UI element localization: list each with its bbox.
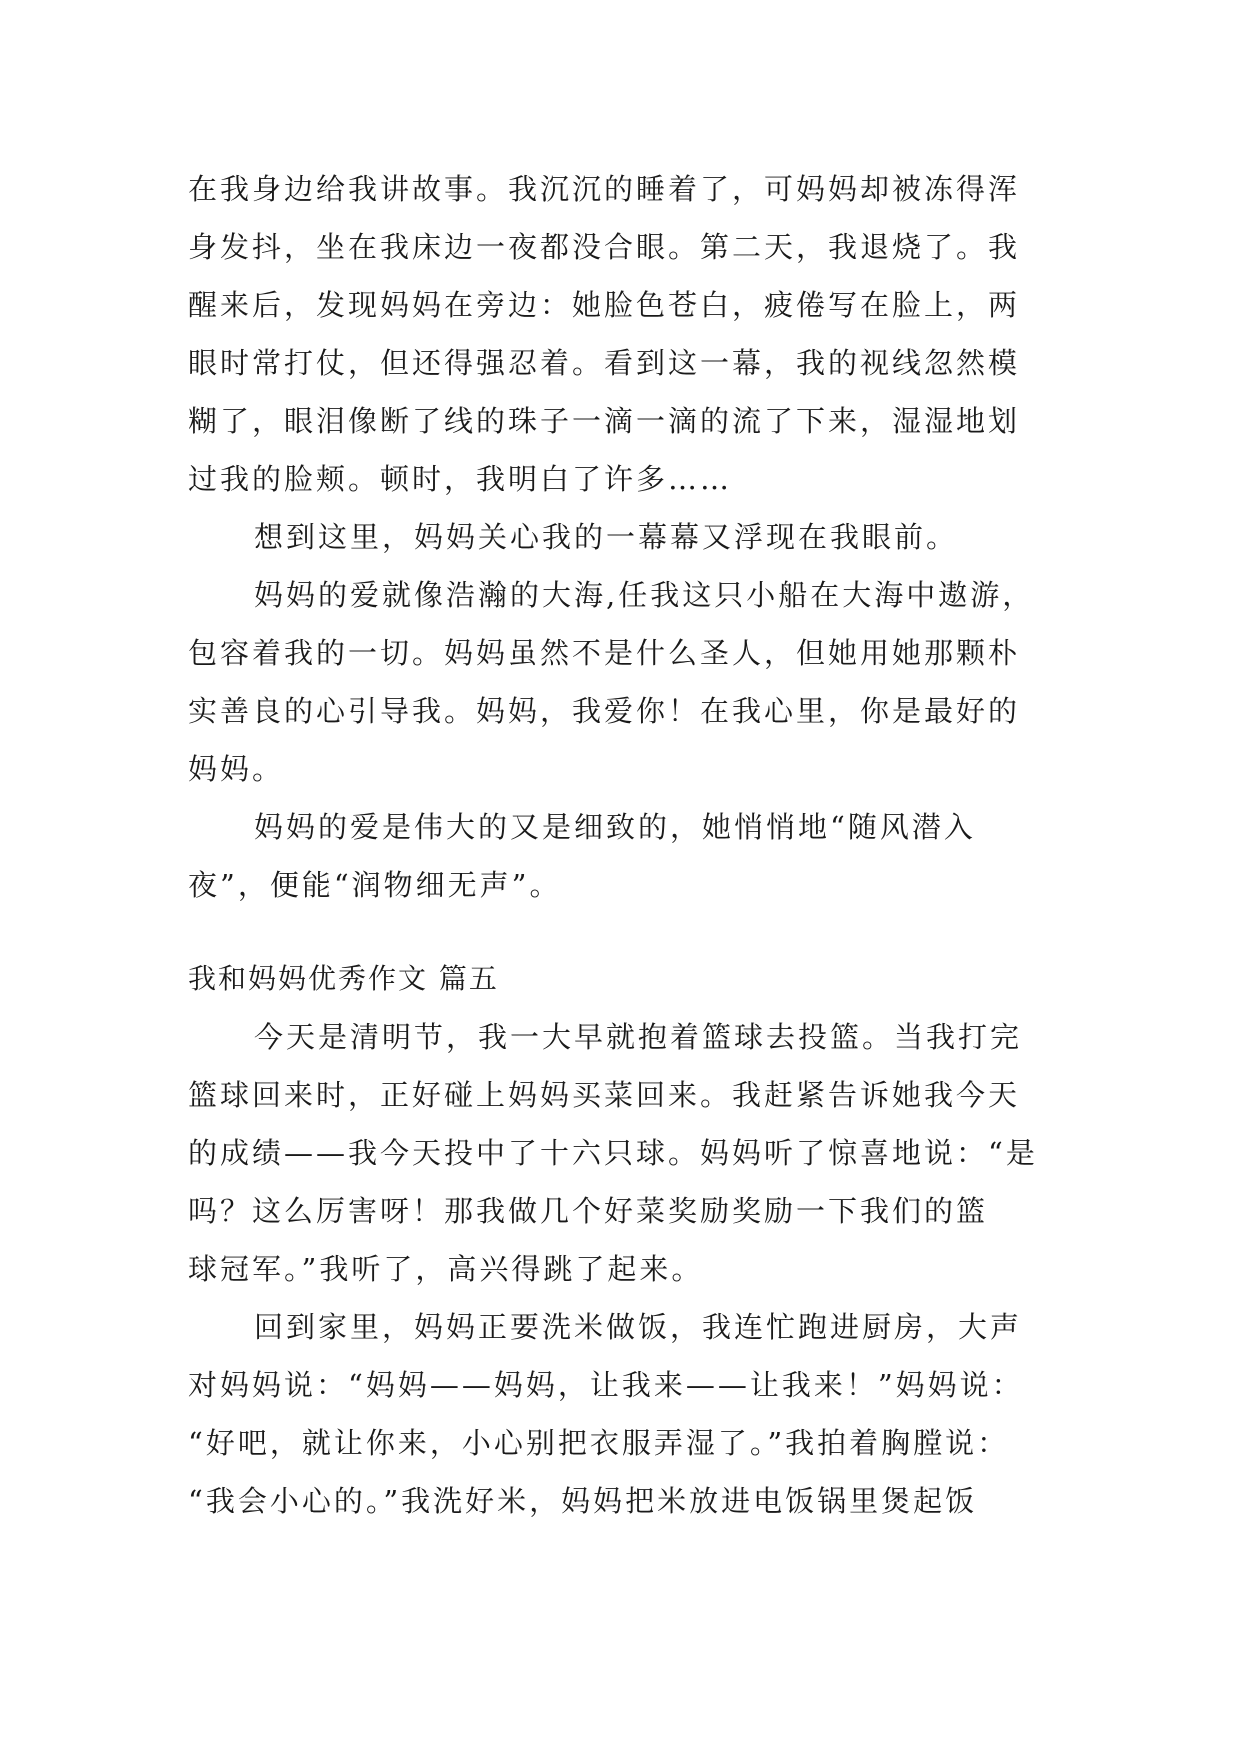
text-line: 醒来后，发现妈妈在旁边：她脸色苍白，疲倦写在脸上，两 [188,288,1021,322]
text-line: “好吧，就让你来，小心别把衣服弄湿了。”我拍着胸膛说： [188,1426,1010,1460]
text-line: 实善良的心引导我。妈妈，我爱你！在我心里，你是最好的 [188,694,1021,728]
text-line: 的成绩——我今天投中了十六只球。妈妈听了惊喜地说：“是 [188,1136,1038,1170]
text-line: 包容着我的一切。妈妈虽然不是什么圣人，但她用她那颗朴 [188,636,1021,670]
text-line: 糊了，眼泪像断了线的珠子一滴一滴的流了下来，湿湿地划 [188,404,1021,438]
section-heading: 我和妈妈优秀作文 篇五 [188,962,499,995]
text-line: 妈妈的爱就像浩瀚的大海,任我这只小船在大海中遨游， [254,578,1035,612]
paragraph-2 [188,508,1048,566]
text-line: 今天是清明节，我一大早就抱着篮球去投篮。当我打完 [254,1020,1023,1054]
text-line: 妈妈。 [188,752,285,786]
document-body [188,160,1048,1530]
text-line: 篮球回来时，正好碰上妈妈买菜回来。我赶紧告诉她我今天 [188,1078,1021,1112]
paragraph-1 [188,160,1048,508]
text-line: 在我身边给我讲故事。我沉沉的睡着了，可妈妈却被冻得浑 [188,172,1021,206]
text-line: 对妈妈说：“妈妈——妈妈，让我来——让我来！”妈妈说： [188,1368,1024,1402]
text-line: 过我的脸颊。顿时，我明白了许多…… [188,462,733,496]
text-line: “我会小心的。”我洗好米，妈妈把米放进电饭锅里煲起饭 [188,1484,978,1518]
text-line: 想到这里，妈妈关心我的一幕幕又浮现在我眼前。 [254,520,959,554]
text-line: 球冠军。”我听了，高兴得跳了起来。 [188,1252,704,1286]
paragraph-4 [188,798,1048,914]
text-line: 吗？这么厉害呀！那我做几个好菜奖励奖励一下我们的篮 [188,1194,989,1228]
text-line: 妈妈的爱是伟大的又是细致的，她悄悄地“随风潜入 [254,810,976,844]
text-line: 夜”，便能“润物细无声”。 [188,868,562,902]
text-line: 眼时常打仗，但还得强忍着。看到这一幕，我的视线忽然模 [188,346,1021,380]
paragraph-3 [188,566,1048,798]
paragraph-5 [188,1008,1048,1298]
text-line: 回到家里，妈妈正要洗米做饭，我连忙跑进厨房，大声 [254,1310,1023,1344]
paragraph-6 [188,1298,1048,1530]
text-line: 身发抖，坐在我床边一夜都没合眼。第二天，我退烧了。我 [188,230,1021,264]
